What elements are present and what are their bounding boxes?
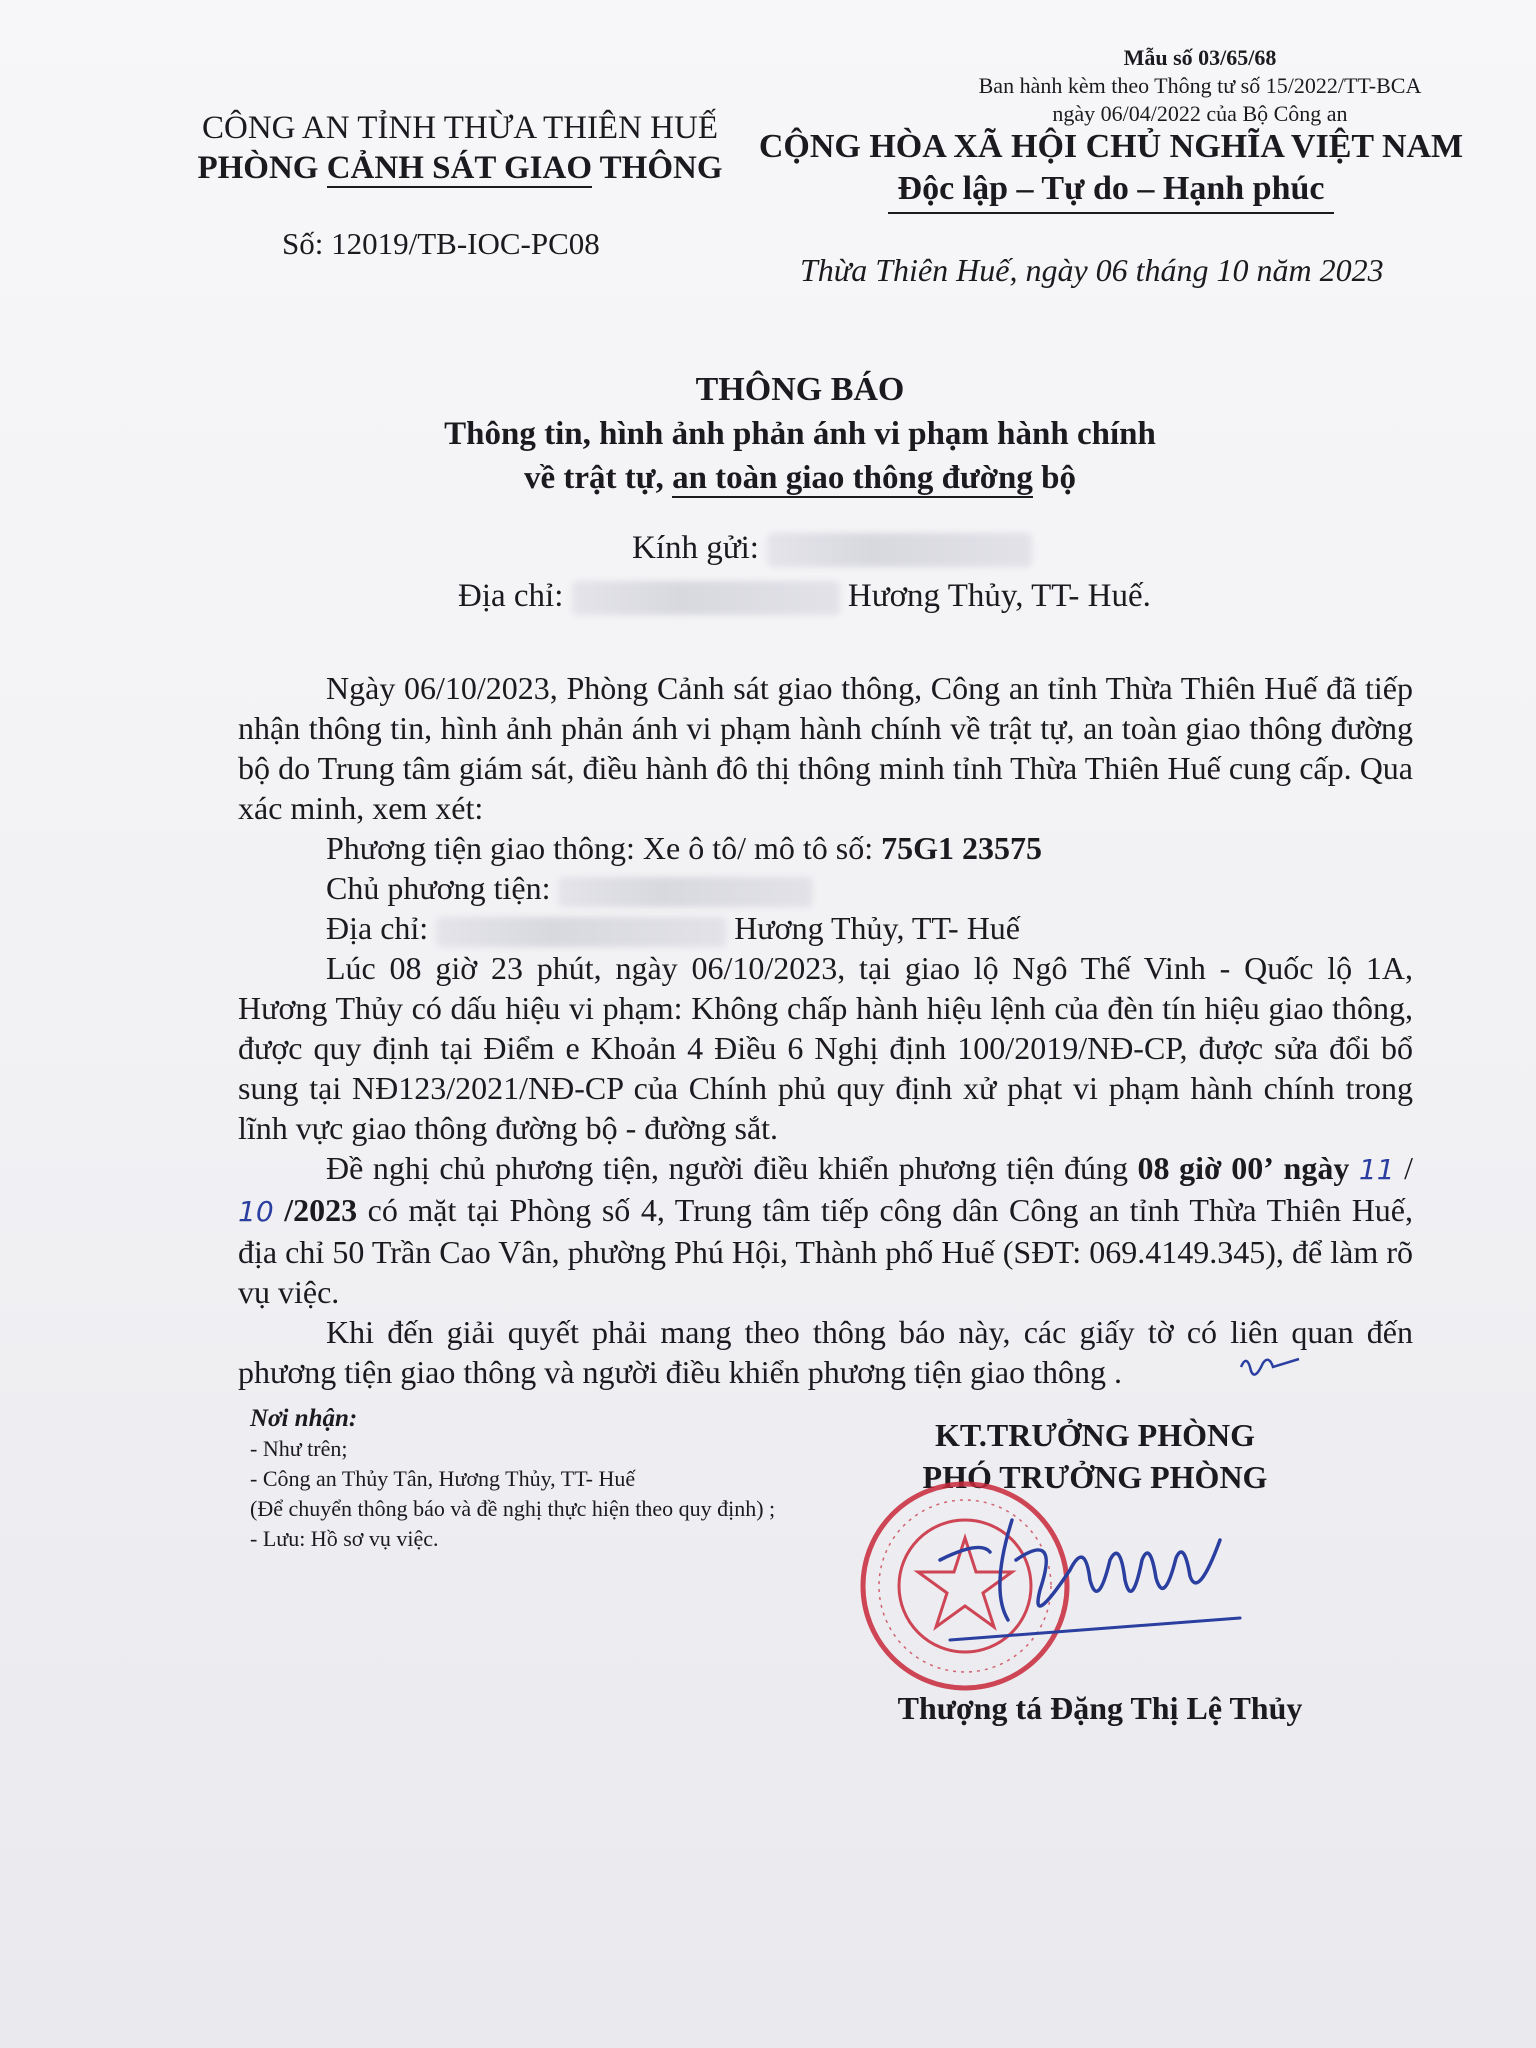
agency-parent: CÔNG AN TỈNH THỪA THIÊN HUẾ — [201, 110, 718, 146]
owner-address-label: Địa chỉ: — [326, 910, 429, 946]
form-issued-line-2: ngày 06/04/2022 của Bộ Công an — [1052, 101, 1348, 126]
initial-mark-icon — [1235, 1345, 1305, 1385]
appointment-time: 08 giờ 00’ — [1137, 1150, 1274, 1186]
recipient-item: (Để chuyển thông báo và đề nghị thực hiện theo quy định) ; — [250, 1496, 776, 1521]
form-number: Mẫu số 03/65/68 — [1123, 45, 1277, 70]
recipient-item: - Như trên; — [250, 1436, 348, 1461]
handwritten-signature-icon — [920, 1500, 1260, 1660]
title-part: bộ — [1032, 460, 1077, 496]
title-part: về trật tự, — [523, 460, 673, 496]
form-reference — [880, 44, 1520, 128]
recipient-item: - Công an Thủy Tân, Hương Thủy, TT- Huế — [250, 1466, 636, 1491]
signer-name: Thượng tá Đặng Thị Lệ Thủy — [897, 1690, 1303, 1726]
nation-name: CỘNG HÒA XÃ HỘI CHỦ NGHĨA VIỆT NAM — [758, 128, 1464, 165]
paragraph-received: Ngày 06/10/2023, Phòng Cảnh sát giao thông, Công an tỉnh Thừa Thiên Huế đã tiếp nhận thông tin, hình ảnh phản ánh vi phạm hành chính về trật tự, an toàn giao thông đường bộ do Trung tâm giám sát, điều hành đô thị thông minh tỉnh Thừa Thiên Huế cung cấp. Qua xác minh, xem xét: — [238, 670, 1413, 826]
title-subject-1: Thông tin, hình ảnh phản ánh vi phạm hành chính — [444, 416, 1156, 452]
paragraph-violation: Lúc 08 giờ 23 phút, ngày 06/10/2023, tại giao lộ Ngô Thế Vinh - Quốc lộ 1A, Hương Thủy có dấu hiệu vi phạm: Không chấp hành hiệu lệnh của đèn tín hiệu giao thông, được quy định tại Điểm e Khoản 4 Điều 6 Nghị định 100/2019/NĐ-CP, được sửa đổi bổ sung tại NĐ123/2021/NĐ-CP của Chính phủ quy định xử phạt vi phạm hành chính trong lĩnh vực giao thông đường bộ - đường sắt. — [238, 950, 1413, 1146]
national-motto: Độc lập – Tự do – Hạnh phúc — [888, 168, 1335, 214]
vehicle-label: Phương tiện giao thông: Xe ô tô/ mô tô số: — [326, 830, 882, 866]
address-label: Địa chỉ: — [458, 578, 564, 614]
body-section — [238, 668, 1413, 1392]
form-issued-line-1: Ban hành kèm theo Thông tư số 15/2022/TT-BCA — [978, 73, 1422, 98]
redacted-owner-address — [436, 917, 726, 947]
recipient-item: - Lưu: Hồ sơ vụ việc. — [250, 1526, 439, 1551]
redacted-owner — [558, 877, 813, 907]
date-separator: / — [1404, 1150, 1414, 1186]
place-and-date: Thừa Thiên Huế, ngày 06 tháng 10 năm 2023 — [800, 252, 1384, 288]
day-label: ngày — [1283, 1150, 1350, 1186]
paragraph-request — [238, 1148, 1413, 1312]
agency-unit-part: PHÒNG — [197, 150, 327, 186]
title-main: THÔNG BÁO — [695, 371, 905, 408]
document-title — [300, 368, 1300, 500]
issuing-agency — [160, 108, 760, 188]
owner-address-tail: Hương Thủy, TT- Huế — [734, 910, 1020, 946]
signatory-title-2: PHÓ TRƯỞNG PHÒNG — [922, 1459, 1268, 1495]
document-number: Số: 12019/TB-IOC-PC08 — [282, 226, 600, 261]
agency-unit — [160, 148, 760, 188]
redacted-name — [767, 533, 1032, 567]
to-label: Kính gửi: — [632, 530, 759, 566]
owner-line — [238, 868, 1413, 908]
paragraph-documents: Khi đến giải quyết phải mang theo thông báo này, các giấy tờ có liên quan đến phương tiện giao thông và người điều khiển phương tiện giao thông . — [238, 1314, 1413, 1390]
agency-unit-part: THÔNG — [592, 150, 723, 186]
redacted-address — [572, 581, 840, 615]
handwritten-month: 10 — [238, 1195, 274, 1228]
owner-address-line — [238, 908, 1413, 948]
address-tail: Hương Thủy, TT- Huế. — [847, 578, 1151, 614]
national-heading — [756, 126, 1466, 214]
addressee-address — [458, 578, 1151, 615]
signatory-title-1: KT.TRƯỞNG PHÒNG — [935, 1417, 1255, 1453]
agency-unit-underlined: CẢNH SÁT GIAO — [326, 150, 592, 186]
request-text: Đề nghị chủ phương tiện, người điều khiển phương tiện đúng — [326, 1150, 1138, 1186]
recipients-title: Nơi nhận: — [250, 1405, 358, 1432]
title-subject-2 — [300, 456, 1300, 500]
appointment-year: /2023 — [284, 1192, 358, 1228]
owner-label: Chủ phương tiện: — [326, 870, 551, 906]
request-text-rest: có mặt tại Phòng số 4, Trung tâm tiếp công dân Công an tỉnh Thừa Thiên Huế, địa chỉ 50 Trần Cao Vân, phường Phú Hội, Thành phố Huế (SĐT: 069.4149.345), để làm rõ vụ việc. — [238, 1192, 1414, 1310]
handwritten-day: 11 — [1358, 1153, 1395, 1186]
addressee-to — [632, 530, 1032, 567]
title-underlined: an toàn giao thông đường — [672, 460, 1033, 496]
vehicle-plate: 75G1 23575 — [881, 830, 1043, 866]
vehicle-line — [238, 828, 1413, 868]
recipients-block — [250, 1404, 810, 1554]
